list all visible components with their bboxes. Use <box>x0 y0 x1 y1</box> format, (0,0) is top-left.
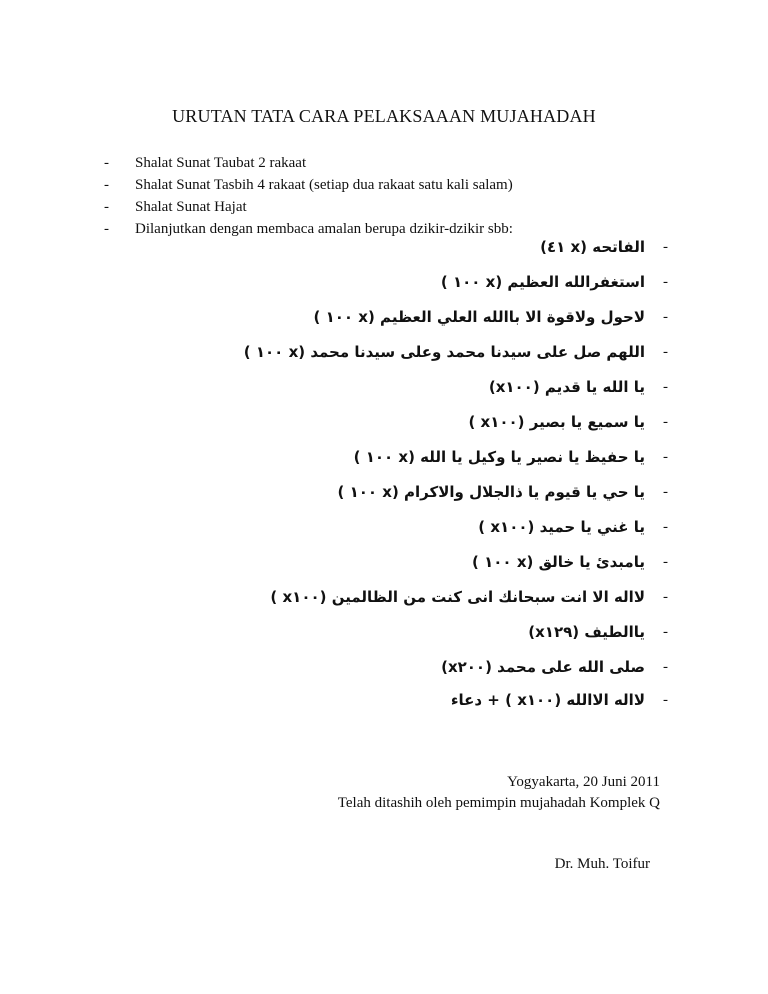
list-item <box>0 152 768 174</box>
arabic-item-text: استغفرالله العظيم (x ١٠٠ ) <box>440 273 645 291</box>
arabic-item <box>478 512 668 542</box>
arabic-item-text: يا حي يا قيوم يا ذالجلال والاكرام (x ١٠٠ ) <box>337 483 645 501</box>
arabic-item-dash: - <box>663 449 668 465</box>
arabic-item-dash: - <box>663 344 668 360</box>
arabic-item-text: يا حفيظ يا نصير يا وكيل يا الله (x ١٠٠ ) <box>353 448 645 466</box>
arabic-item <box>489 372 668 402</box>
arabic-item-dash: - <box>663 414 668 430</box>
list-item-text: Shalat Sunat Hajat <box>135 199 247 215</box>
arabic-item-text: اللهم صل على سيدنا محمد وعلى سيدنا محمد (x ١٠٠ ) <box>243 343 645 361</box>
arabic-item <box>472 547 668 577</box>
arabic-item-text: ياالطيف (x١٢٩) <box>528 623 645 641</box>
arabic-item <box>528 617 668 647</box>
arabic-item-text: لاحول ولاقوة الا باالله العلي العظيم (x ١٠٠ ) <box>313 308 645 326</box>
arabic-item-text: يا سميع يا بصير (x١٠٠ ) <box>468 413 645 431</box>
document-title: URUTAN TATA CARA PELAKSAAAN MUJAHADAH <box>172 106 596 126</box>
arabic-item-dash: - <box>663 692 668 708</box>
arabic-item <box>451 685 668 715</box>
arabic-item-text: يامبدئ يا خالق (x ١٠٠ ) <box>472 553 645 571</box>
arabic-item-text: صلى الله على محمد (x٢٠٠) <box>441 658 645 676</box>
validated-by: Telah ditashih oleh pemimpin mujahadah Komplek Q <box>337 795 660 811</box>
list-dash: - <box>104 155 109 171</box>
list-item-text: Dilanjutkan dengan membaca amalan berupa dzikir-dzikir sbb: <box>135 221 513 237</box>
list-item-text: Shalat Sunat Taubat 2 rakaat <box>135 155 307 171</box>
arabic-item-dash: - <box>663 519 668 535</box>
arabic-item <box>441 652 668 682</box>
arabic-item-dash: - <box>663 239 668 255</box>
place-date: Yogyakarta, 20 Juni 2011 <box>507 774 660 790</box>
arabic-item <box>270 582 668 612</box>
arabic-item <box>314 302 668 332</box>
signatory-name: Dr. Muh. Toifur <box>554 856 650 872</box>
list-dash: - <box>104 199 109 215</box>
arabic-item-text: يا غني يا حميد (x١٠٠ ) <box>478 518 645 536</box>
arabic-item <box>441 267 668 297</box>
arabic-item-text: لااله الا انت سبحانك انى كنت من الظالمين (x١٠٠ ) <box>270 588 645 606</box>
list-dash: - <box>104 177 109 193</box>
list-dash: - <box>104 221 109 237</box>
arabic-item-dash: - <box>663 589 668 605</box>
arabic-item <box>337 477 668 507</box>
arabic-item-dash: - <box>663 659 668 675</box>
arabic-item-dash: - <box>663 274 668 290</box>
arabic-item <box>354 442 668 472</box>
arabic-item-text: يا الله يا قديم (x١٠٠) <box>488 378 645 396</box>
arabic-item-dash: - <box>663 379 668 395</box>
list-item-text: Shalat Sunat Tasbih 4 rakaat (setiap dua rakaat satu kali salam) <box>135 177 513 193</box>
arabic-item <box>540 232 668 262</box>
list-item <box>0 196 768 218</box>
arabic-item <box>244 337 668 367</box>
arabic-item-dash: - <box>663 624 668 640</box>
arabic-item-dash: - <box>663 554 668 570</box>
arabic-item-text: الفاتحه (x ٤١) <box>540 238 645 256</box>
arabic-item-dash: - <box>663 484 668 500</box>
list-item <box>0 174 768 196</box>
arabic-item-dash: - <box>663 309 668 325</box>
arabic-item-text: لااله الاالله (x١٠٠ ) + دعاء <box>450 691 645 709</box>
arabic-item <box>468 407 668 437</box>
